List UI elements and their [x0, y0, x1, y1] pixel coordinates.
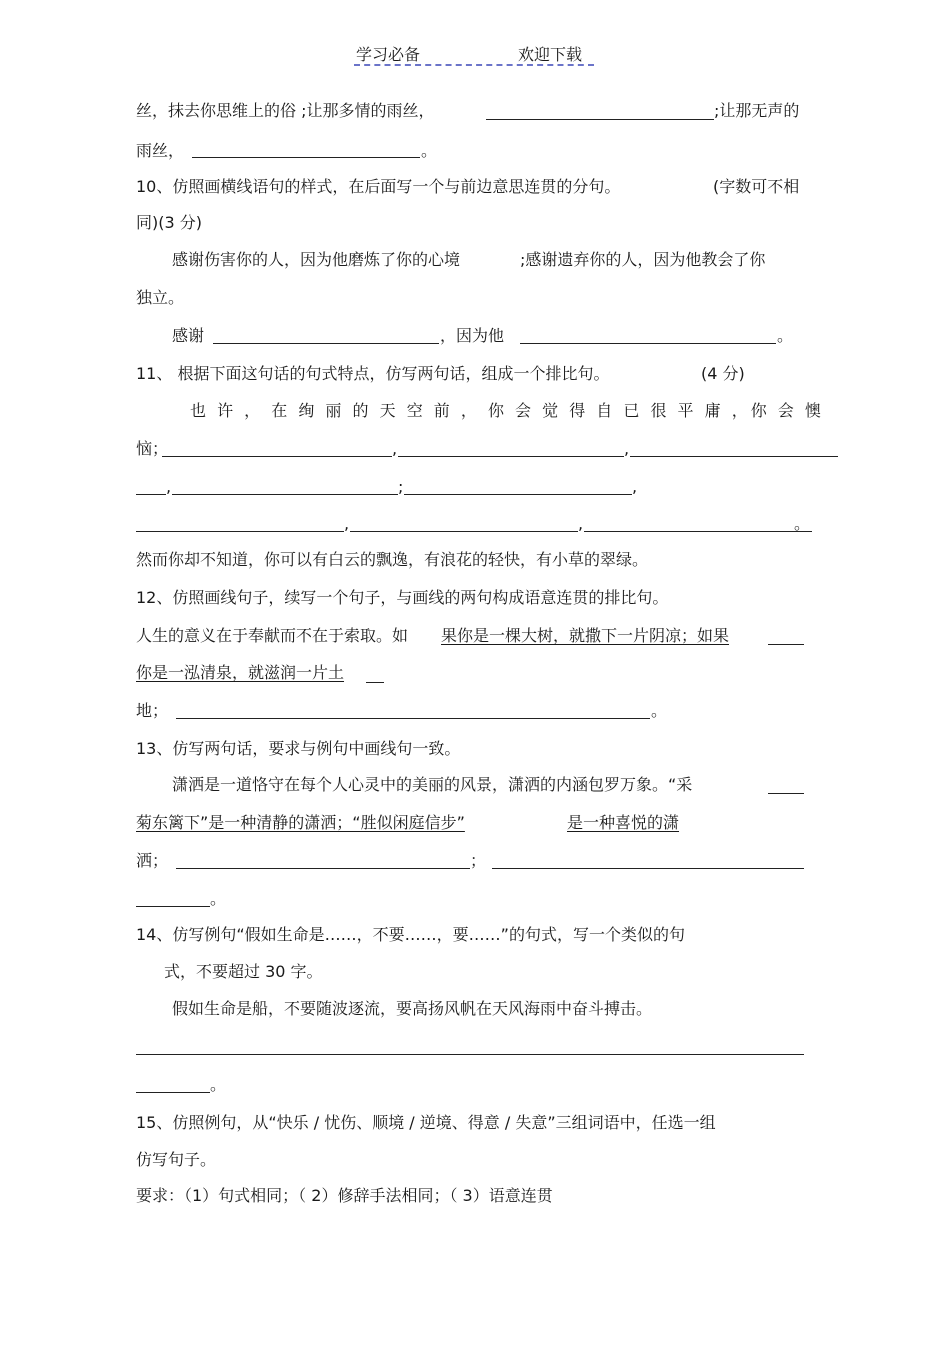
text-line: 。	[421, 141, 438, 160]
underlined-example: 是一种喜悦的潇	[567, 813, 680, 832]
example-sentence: 也 许 ， 在 绚 丽 的 天 空 前 ， 你 会 觉 得 自 已 很 平 庸 ，你 会 懊	[190, 401, 824, 420]
text-line: 仿写句子。	[136, 1150, 217, 1169]
text-line: 。	[210, 1075, 227, 1094]
text-line: ,	[624, 439, 630, 458]
answer-blank[interactable]	[136, 1054, 804, 1055]
answer-blank[interactable]	[136, 494, 166, 495]
answer-blank[interactable]	[136, 531, 344, 532]
example-sentence: 感谢伤害你的人，因为他磨炼了你的心境	[172, 250, 461, 269]
example-sentence: 潇洒是一道恪守在每个人心灵中的美丽的风景，潇洒的内涵包罗万象。“采	[172, 775, 693, 794]
question-13-text: 13、仿写两句话，要求与例句中画线句一致。	[136, 739, 461, 758]
answer-blank[interactable]	[398, 456, 624, 457]
answer-blank[interactable]	[350, 531, 578, 532]
text-line: 同)(3 分)	[136, 213, 202, 232]
answer-blank[interactable]	[136, 906, 210, 907]
answer-blank[interactable]	[486, 119, 714, 120]
text-line: ,	[392, 439, 398, 458]
text-line: 地；	[136, 701, 169, 720]
page-header	[354, 40, 594, 66]
text-line: ；	[470, 851, 487, 870]
answer-blank[interactable]	[768, 644, 804, 645]
text-line: ，因为他	[440, 326, 505, 345]
answer-blank[interactable]	[492, 868, 804, 869]
text-line: ,	[166, 477, 172, 496]
answer-blank[interactable]	[192, 157, 420, 158]
question-10-text: 10、仿照画横线语句的样式，在后面写一个与前边意思连贯的分句。	[136, 177, 621, 196]
underline-extension	[366, 682, 384, 683]
text-line: 恼；	[136, 439, 169, 458]
answer-blank[interactable]	[584, 531, 812, 532]
underlined-example: 果你是一棵大树，就撒下一片阴凉；如果	[441, 626, 730, 645]
answer-blank[interactable]	[768, 793, 804, 794]
answer-blank[interactable]	[630, 456, 838, 457]
example-sentence: 假如生命是船，不要随波逐流，要高扬风帆在天风海雨中奋斗搏击。	[172, 999, 653, 1018]
text-line: ;	[398, 477, 404, 496]
text-line: 人生的意义在于奉献而不在于索取。如	[136, 626, 409, 645]
answer-blank[interactable]	[176, 868, 470, 869]
text-line: 然而你却不知道，你可以有白云的飘逸，有浪花的轻快，有小草的翠绿。	[136, 550, 649, 569]
text-line: 洒；	[136, 851, 169, 870]
text-line: 。	[210, 889, 227, 908]
question-12-text: 12、仿照画线句子，续写一个句子，与画线的两句构成语意连贯的排比句。	[136, 588, 669, 607]
answer-blank[interactable]	[162, 456, 392, 457]
question-11-text: 11、 根据下面这句话的句式特点，仿写两句话，组成一个排比句。	[136, 364, 610, 383]
answer-blank[interactable]	[136, 1092, 210, 1093]
answer-blank[interactable]	[404, 494, 632, 495]
header-right-text: 欢迎下载	[518, 45, 583, 64]
text-line: 。	[794, 514, 811, 533]
text-line: 式，不要超过 30 字。	[164, 962, 323, 981]
header-left-text: 学习必备	[356, 45, 421, 64]
text-line: ,	[578, 514, 584, 533]
question-14-text: 14、仿写例句“假如生命是……，不要……，要……”的句式，写一个类似的句	[136, 925, 685, 944]
text-line: ,	[344, 514, 350, 533]
text-line: (字数可不相	[713, 177, 800, 196]
answer-blank[interactable]	[172, 494, 398, 495]
requirements-text: 要求：（1）句式相同；（ 2）修辞手法相同；（ 3）语意连贯	[136, 1186, 553, 1205]
text-line: ;让那无声的	[714, 101, 800, 120]
text-line: 感谢	[172, 326, 205, 345]
text-line: 丝，抹去你思维上的俗 ;让那多情的雨丝，	[136, 101, 435, 120]
answer-blank[interactable]	[520, 343, 776, 344]
text-line: (4 分)	[701, 364, 745, 383]
text-line: 。	[777, 326, 794, 345]
answer-blank[interactable]	[176, 718, 650, 719]
text-line: 。	[651, 701, 668, 720]
example-sentence: ;感谢遗弃你的人，因为他教会了你	[520, 250, 766, 269]
answer-blank[interactable]	[213, 343, 439, 344]
text-line: 独立。	[136, 288, 185, 307]
question-15-text: 15、仿照例句，从“快乐 / 忧伤、顺境 / 逆境、得意 / 失意”三组词语中，任选一组	[136, 1113, 716, 1132]
underlined-example: 你是一泓清泉，就滋润一片土	[136, 663, 345, 682]
text-line: 雨丝，	[136, 141, 185, 160]
underlined-example: 菊东篱下”是一种清静的潇洒；“胜似闲庭信步”	[136, 813, 465, 832]
text-line: ,	[632, 477, 638, 496]
